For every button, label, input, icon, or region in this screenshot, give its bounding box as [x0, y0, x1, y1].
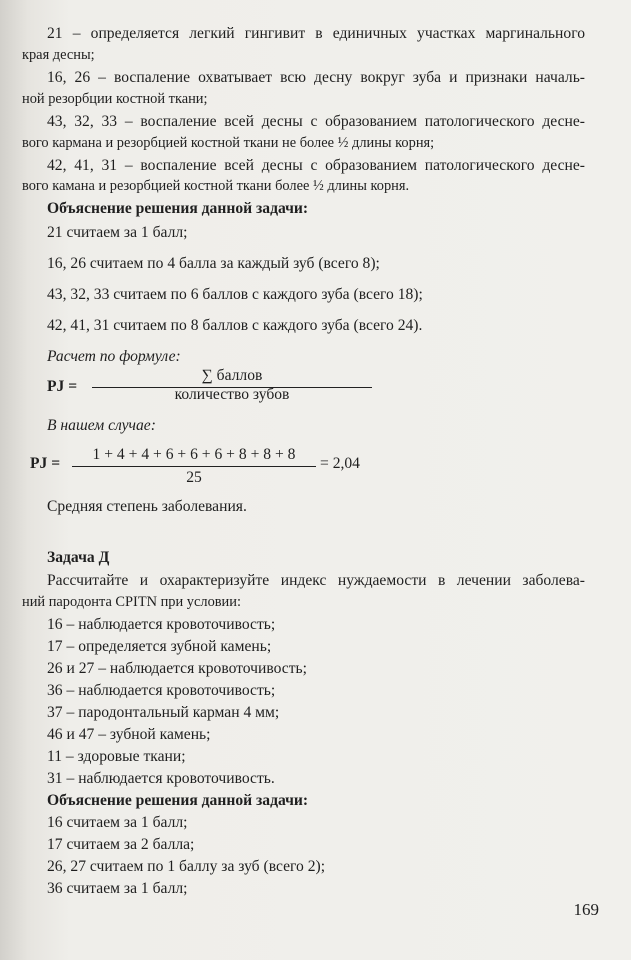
list-item: 36 – наблюдается кровоточивость; [47, 682, 276, 699]
text-line: Рассчитайте и охарактеризуйте индекс нуждаемости в лечении заболева- [47, 572, 585, 589]
conclusion-text: Средняя степень заболевания. [47, 498, 247, 515]
formula-caption: В нашем случае: [47, 417, 156, 434]
list-item: 17 считаем за 2 балла; [47, 836, 195, 853]
formula-lhs: PJ = [47, 378, 78, 395]
formula-lhs: PJ = [30, 455, 61, 472]
text-line: ний пародонта CPITN при условии: [22, 594, 241, 610]
page-number: 169 [573, 900, 599, 919]
text-line: 43, 32, 33 – воспаление всей десны с образованием патологического десне- [47, 113, 585, 130]
list-item: 26 и 27 – наблюдается кровоточивость; [47, 660, 307, 677]
list-item: 16 – наблюдается кровоточивость; [47, 616, 276, 633]
list-item: 21 считаем за 1 балл; [47, 224, 188, 241]
list-item: 16 считаем за 1 балл; [47, 814, 188, 831]
list-item: 31 – наблюдается кровоточивость. [47, 770, 275, 787]
formula-result: = 2,04 [320, 455, 360, 472]
list-item: 46 и 47 – зубной камень; [47, 726, 211, 743]
text-line: 16, 26 – воспаление охватывает всю десну вокруг зуба и признаки началь- [47, 69, 585, 86]
text-line: вого камана и резорбцией костной ткани более ½ длины корня. [22, 178, 410, 194]
list-item: 43, 32, 33 считаем по 6 баллов с каждого зуба (всего 18); [47, 286, 423, 303]
list-item: 42, 41, 31 считаем по 8 баллов с каждого зуба (всего 24). [47, 317, 423, 334]
formula-caption: Расчет по формуле: [47, 348, 181, 365]
text-line: ной резорбции костной ткани; [22, 91, 208, 107]
fraction-bar [72, 466, 316, 467]
formula-numerator: 1 + 4 + 4 + 6 + 6 + 6 + 8 + 8 + 8 [92, 446, 296, 463]
list-item: 17 – определяется зубной камень; [47, 638, 272, 655]
section-heading: Объяснение решения данной задачи: [47, 200, 309, 217]
list-item: 16, 26 считаем по 4 балла за каждый зуб (всего 8); [47, 255, 380, 272]
formula-denominator: 25 [186, 469, 202, 486]
formula-numerator: ∑ баллов [201, 367, 263, 384]
list-item: 37 – пародонтальный карман 4 мм; [47, 704, 280, 721]
section-heading: Объяснение решения данной задачи: [47, 792, 309, 809]
text-line: 42, 41, 31 – воспаление всей десны с образованием патологического десне- [47, 157, 585, 174]
task-title: Задача Д [47, 549, 110, 566]
text-line: 21 – определяется легкий гингивит в единичных участках маргинального [47, 25, 585, 42]
list-item: 11 – здоровые ткани; [47, 748, 186, 765]
formula-denominator: количество зубов [174, 386, 290, 403]
list-item: 26, 27 считаем по 1 баллу за зуб (всего 2); [47, 858, 326, 875]
list-item: 36 считаем за 1 балл; [47, 880, 188, 897]
text-line: вого кармана и резорбцией костной ткани не более ½ длины корня; [22, 135, 435, 151]
text-line: края десны; [22, 47, 95, 63]
